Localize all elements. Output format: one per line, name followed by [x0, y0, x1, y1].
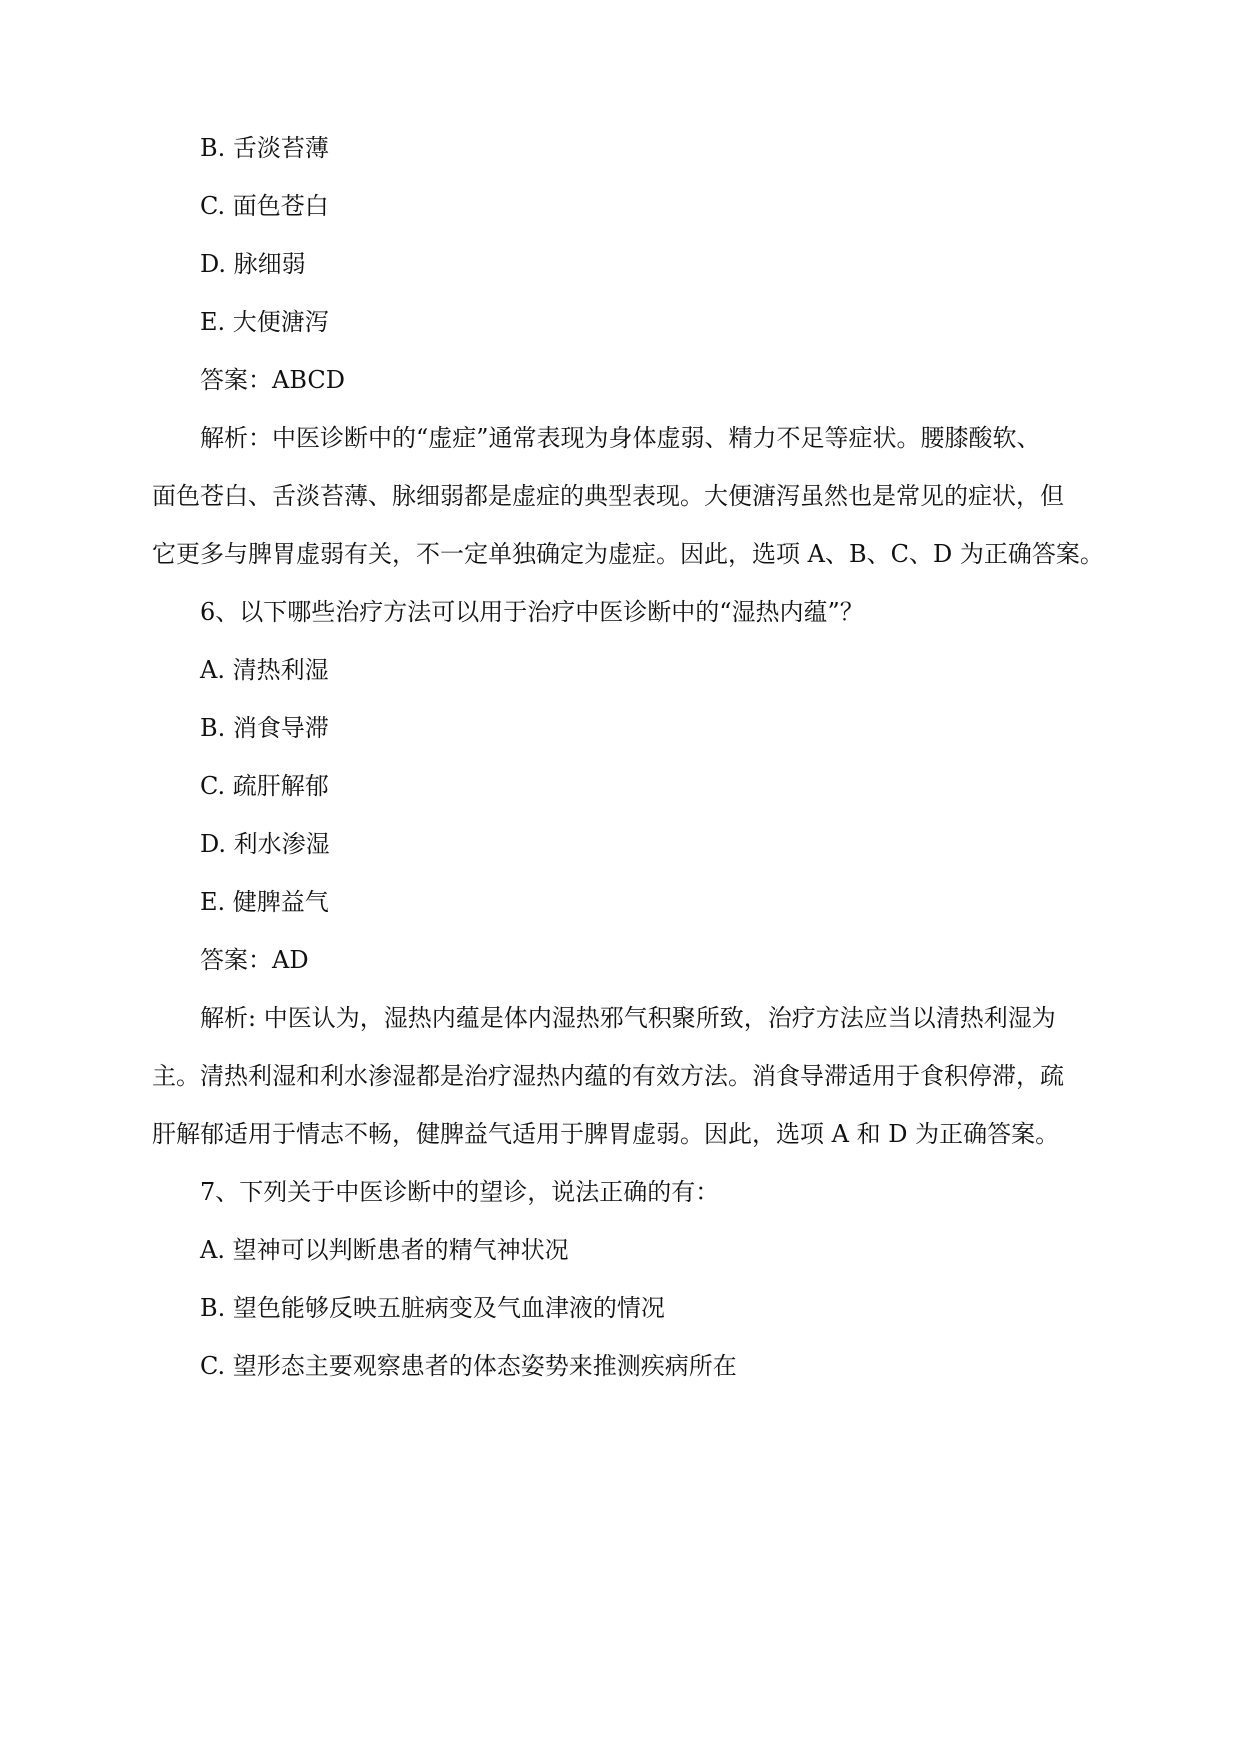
analysis-line: 肝解郁适用于情志不畅，健脾益气适用于脾胃虚弱。因此，选项 A 和 D 为正确答案。	[152, 1120, 1060, 1148]
option-b: B. 舌淡苔薄	[200, 134, 329, 162]
option-a: A. 望神可以判断患者的精气神状况	[200, 1236, 569, 1264]
option-b: B. 望色能够反映五脏病变及气血津液的情况	[200, 1294, 665, 1322]
option-d: D. 利水渗湿	[200, 830, 330, 858]
option-d: D. 脉细弱	[200, 250, 306, 278]
question-text: 7、下列关于中医诊断中的望诊，说法正确的有：	[200, 1178, 720, 1206]
answer: 答案：AD	[200, 946, 309, 974]
analysis-line: 解析：中医诊断中的“虚症”通常表现为身体虚弱、精力不足等症状。腰膝酸软、	[200, 424, 1041, 452]
option-c: C. 疏肝解郁	[200, 772, 329, 800]
option-e: E. 健脾益气	[200, 888, 329, 916]
option-a: A. 清热利湿	[200, 656, 329, 684]
option-e: E. 大便溏泻	[200, 308, 329, 336]
analysis-line: 主。清热利湿和利水渗湿都是治疗湿热内蕴的有效方法。消食导滞适用于食积停滞，疏	[152, 1062, 1064, 1090]
option-c: C. 面色苍白	[200, 192, 329, 220]
analysis-line: 解析: 中医认为，湿热内蕴是体内湿热邪气积聚所致，治疗方法应当以清热利湿为	[200, 1004, 1056, 1032]
analysis-line: 它更多与脾胃虚弱有关，不一定单独确定为虚症。因此，选项 A、B、C、D 为正确答案。	[152, 540, 1104, 568]
answer: 答案：ABCD	[200, 366, 346, 394]
question-text: 6、以下哪些治疗方法可以用于治疗中医诊断中的“湿热内蕴”？	[200, 598, 864, 626]
option-c: C. 望形态主要观察患者的体态姿势来推测疾病所在	[200, 1352, 737, 1380]
analysis-line: 面色苍白、舌淡苔薄、脉细弱都是虚症的典型表现。大便溏泻虽然也是常见的症状，但	[152, 482, 1064, 510]
option-b: B. 消食导滞	[200, 714, 329, 742]
